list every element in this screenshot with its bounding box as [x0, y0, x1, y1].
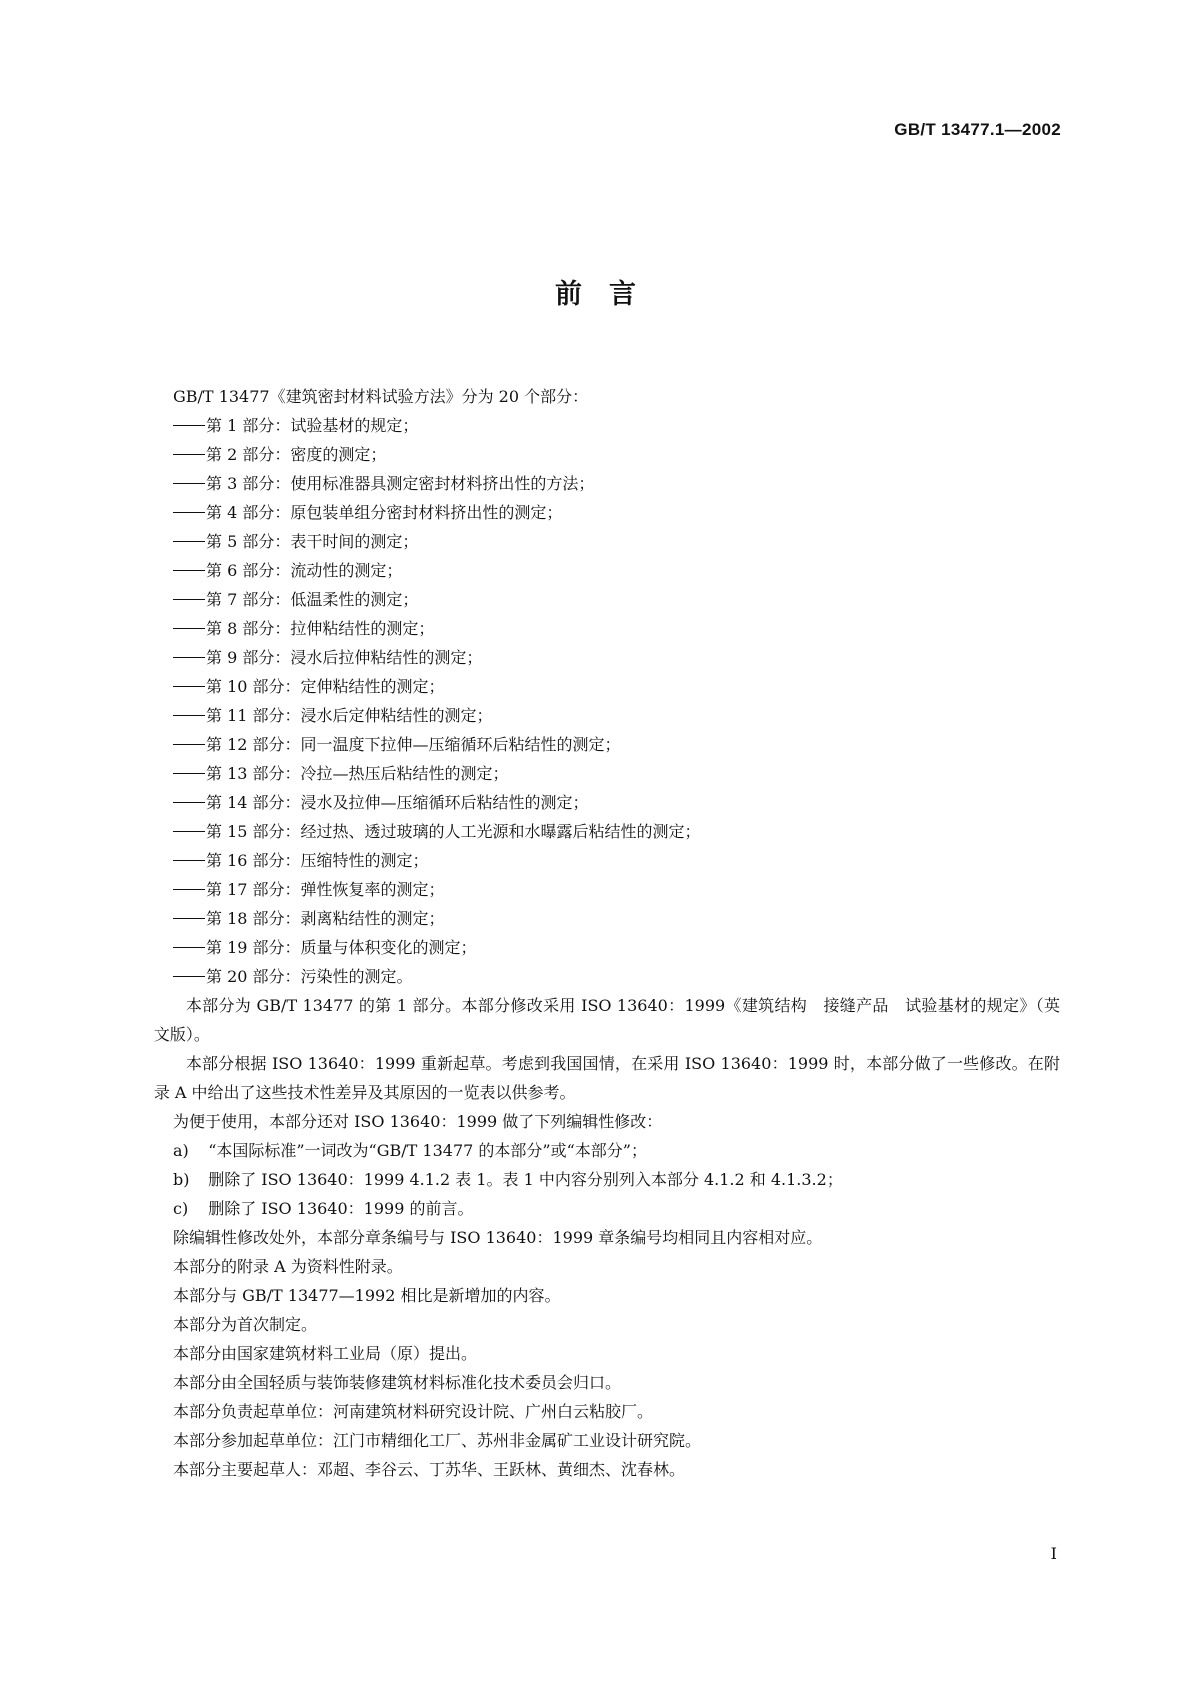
page-title: 前 言	[555, 279, 636, 310]
closing-line: 本部分参加起草单位：江门市精细化工厂、苏州非金属矿工业设计研究院。	[173, 1431, 702, 1450]
list-item: 第 1 部分：试验基材的规定；	[173, 411, 1060, 440]
dash-mark	[173, 454, 205, 455]
dash-mark	[173, 599, 205, 600]
foreword-body	[153, 382, 1060, 1484]
dash-mark	[173, 831, 205, 832]
list-item: 第 5 部分：表干时间的测定；	[173, 527, 1060, 556]
closing-line: 本部分与 GB/T 13477—1992 相比是新增加的内容。	[173, 1286, 561, 1305]
list-item: 第 19 部分：质量与体积变化的测定；	[173, 933, 1060, 962]
dash-mark	[173, 483, 205, 484]
list-item: 第 9 部分：浸水后拉伸粘结性的测定；	[173, 643, 1060, 672]
dash-mark	[173, 686, 205, 687]
dash-mark	[173, 918, 205, 919]
list-item: a) “本国际标准”一词改为“GB/T 13477 的本部分”或“本部分”；	[173, 1136, 1060, 1165]
dash-mark	[173, 947, 205, 948]
closing-line: 除编辑性修改处外，本部分章条编号与 ISO 13640：1999 章条编号均相同且内容相对应。	[173, 1228, 823, 1247]
list-item: 第 13 部分：冷拉—热压后粘结性的测定；	[173, 759, 1060, 788]
list-item: 第 7 部分：低温柔性的测定；	[173, 585, 1060, 614]
dash-mark	[173, 773, 205, 774]
closing-line: 本部分为首次制定。	[173, 1315, 318, 1334]
dash-mark	[173, 715, 205, 716]
list-item: b) 删除了 ISO 13640：1999 4.1.2 表 1。表 1 中内容分别列入本部分 4.1.2 和 4.1.3.2；	[173, 1165, 1060, 1194]
closing-line: 本部分的附录 A 为资料性附录。	[173, 1257, 403, 1276]
list-item: 第 16 部分：压缩特性的测定；	[173, 846, 1060, 875]
list-item: 第 14 部分：浸水及拉伸—压缩循环后粘结性的测定；	[173, 788, 1060, 817]
list-item: 第 10 部分：定伸粘结性的测定；	[173, 672, 1060, 701]
parts-list	[173, 411, 1060, 991]
adoption-paragraph: 本部分为 GB/T 13477 的第 1 部分。本部分修改采用 ISO 13640：1999《建筑结构 接缝产品 试验基材的规定》（英文版）。	[153, 996, 1060, 1044]
list-item: c) 删除了 ISO 13640：1999 的前言。	[173, 1194, 1060, 1223]
dash-mark	[173, 744, 205, 745]
list-item: 第 11 部分：浸水后定伸粘结性的测定；	[173, 701, 1060, 730]
list-item: 第 4 部分：原包装单组分密封材料挤出性的测定；	[173, 498, 1060, 527]
dash-mark	[173, 802, 205, 803]
item-label: b)	[173, 1170, 190, 1189]
closing-line: 本部分由全国轻质与装饰装修建筑材料标准化技术委员会归口。	[173, 1373, 622, 1392]
standard-code: GB/T 13477.1—2002	[894, 120, 1061, 139]
dash-mark	[173, 541, 205, 542]
redraft-paragraph: 本部分根据 ISO 13640：1999 重新起草。考虑到我国国情，在采用 ISO 13640：1999 时，本部分做了一些修改。在附录 A 中给出了这些技术性差异及其原因的一览表以供参考。	[153, 1054, 1060, 1102]
list-item: 第 20 部分：污染性的测定。	[173, 962, 1060, 991]
list-item: 第 6 部分：流动性的测定；	[173, 556, 1060, 585]
closing-line: 本部分负责起草单位：河南建筑材料研究设计院、广州白云粘胶厂。	[173, 1402, 654, 1421]
list-item: 第 3 部分：使用标准器具测定密封材料挤出性的方法；	[173, 469, 1060, 498]
page-number: I	[1050, 1544, 1057, 1563]
dash-mark	[173, 860, 205, 861]
list-item: 第 18 部分：剥离粘结性的测定；	[173, 904, 1060, 933]
editorial-intro: 为便于使用，本部分还对 ISO 13640：1999 做了下列编辑性修改：	[173, 1112, 663, 1131]
dash-mark	[173, 976, 205, 977]
list-item: 第 15 部分：经过热、透过玻璃的人工光源和水曝露后粘结性的测定；	[173, 817, 1060, 846]
editorial-list	[173, 1136, 1060, 1223]
dash-mark	[173, 889, 205, 890]
list-item: 第 17 部分：弹性恢复率的测定；	[173, 875, 1060, 904]
dash-mark	[173, 425, 205, 426]
dash-mark	[173, 570, 205, 571]
dash-mark	[173, 628, 205, 629]
list-item: 第 8 部分：拉伸粘结性的测定；	[173, 614, 1060, 643]
item-label: a)	[173, 1141, 189, 1160]
dash-mark	[173, 512, 205, 513]
closing-line: 本部分主要起草人：邓超、李谷云、丁苏华、王跃林、黄细杰、沈春林。	[173, 1460, 686, 1479]
intro-line: GB/T 13477《建筑密封材料试验方法》分为 20 个部分：	[173, 387, 589, 406]
item-label: c)	[173, 1199, 189, 1218]
list-item: 第 12 部分：同一温度下拉伸—压缩循环后粘结性的测定；	[173, 730, 1060, 759]
closing-line: 本部分由国家建筑材料工业局（原）提出。	[173, 1344, 478, 1363]
list-item: 第 2 部分：密度的测定；	[173, 440, 1060, 469]
closing-paragraphs	[173, 1223, 1060, 1484]
dash-mark	[173, 657, 205, 658]
